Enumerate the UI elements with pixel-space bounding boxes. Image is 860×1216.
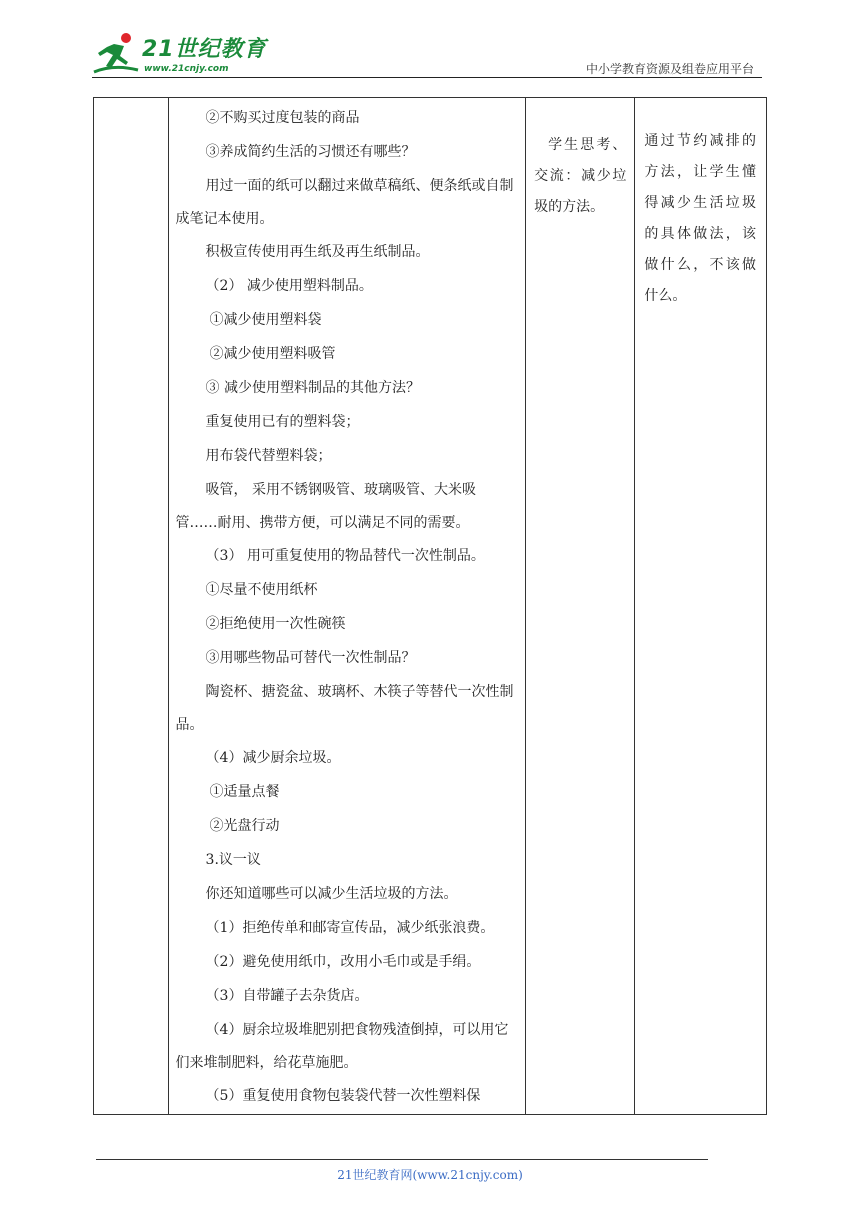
content-line: 用过一面的纸可以翻过来做草稿纸、便条纸或自制成笔记本使用。 xyxy=(175,178,514,227)
content-line: 用布袋代替塑料袋； xyxy=(205,448,332,464)
content-line: ③养成简约生活的习惯还有哪些？ xyxy=(205,144,416,160)
design-intent-text: 通过节约减排的方法，让学生懂得减少生活垃圾的具体做法，该做什么，不该做什么。 xyxy=(644,133,756,304)
content-line: ②减少使用塑料吸管 xyxy=(209,346,336,362)
content-line: ②光盘行动 xyxy=(209,818,280,834)
page-header xyxy=(92,30,762,78)
page-footer: 21世纪教育网(www.21cnjy.com) xyxy=(337,1168,523,1182)
content-line: ①尽量不使用纸杯 xyxy=(205,582,318,598)
logo xyxy=(92,30,267,78)
content-line: ②拒绝使用一次性碗筷 xyxy=(205,616,346,632)
header-divider xyxy=(92,77,762,78)
content-line: ③ 减少使用塑料制品的其他方法？ xyxy=(205,380,420,396)
content-line: （4）厨余垃圾堆肥别把食物残渣倒掉，可以用它们来堆制肥料，给花草施肥。 xyxy=(175,1022,509,1071)
student-activity-text: 学生思考、交流：减少垃圾的方法。 xyxy=(534,137,627,215)
content-line: （2） 减少使用塑料制品。 xyxy=(205,278,373,294)
content-line: （2）避免使用纸巾，改用小毛巾或是手绢。 xyxy=(205,954,481,970)
design-intent-cell xyxy=(635,98,767,1115)
platform-title: 中小学教育资源及组卷应用平台 xyxy=(585,62,754,76)
stage-cell xyxy=(94,98,169,1115)
content-line: 3.议一议 xyxy=(205,852,261,868)
content-line: （3） 用可重复使用的物品替代一次性制品。 xyxy=(205,548,485,564)
content-line: （1）拒绝传单和邮寄宣传品，减少纸张浪费。 xyxy=(205,920,495,936)
student-activity-cell xyxy=(526,98,635,1115)
content-line: ③用哪些物品可替代一次性制品？ xyxy=(205,650,416,666)
logo-title: 21世纪教育 xyxy=(142,37,267,62)
table-row xyxy=(94,98,767,1115)
content-line: 积极宣传使用再生纸及再生纸制品。 xyxy=(205,244,430,260)
content-line: ②不购买过度包装的商品 xyxy=(205,110,360,126)
content-line: （3）自带罐子去杂货店。 xyxy=(205,988,369,1004)
content-line: 陶瓷杯、搪瓷盆、玻璃杯、木筷子等替代一次性制品。 xyxy=(175,684,514,733)
content-line: （4）减少厨余垃圾。 xyxy=(205,750,341,766)
lesson-table xyxy=(93,97,767,1115)
runner-logo-icon xyxy=(92,30,140,76)
content-line: ①减少使用塑料袋 xyxy=(209,312,322,328)
content-line: （5）重复使用食物包装袋代替一次性塑料保 xyxy=(205,1088,481,1104)
logo-url: www.21cnjy.com xyxy=(144,64,229,74)
content-line: 吸管， 采用不锈钢吸管、玻璃吸管、大米吸管……耐用、携带方便，可以满足不同的需要。 xyxy=(175,482,476,531)
content-line: 你还知道哪些可以减少生活垃圾的方法。 xyxy=(205,886,458,902)
footer-divider xyxy=(96,1159,708,1160)
teaching-content-cell xyxy=(168,98,526,1115)
content-line: 重复使用已有的塑料袋； xyxy=(205,414,360,430)
content-line: ①适量点餐 xyxy=(209,784,280,800)
